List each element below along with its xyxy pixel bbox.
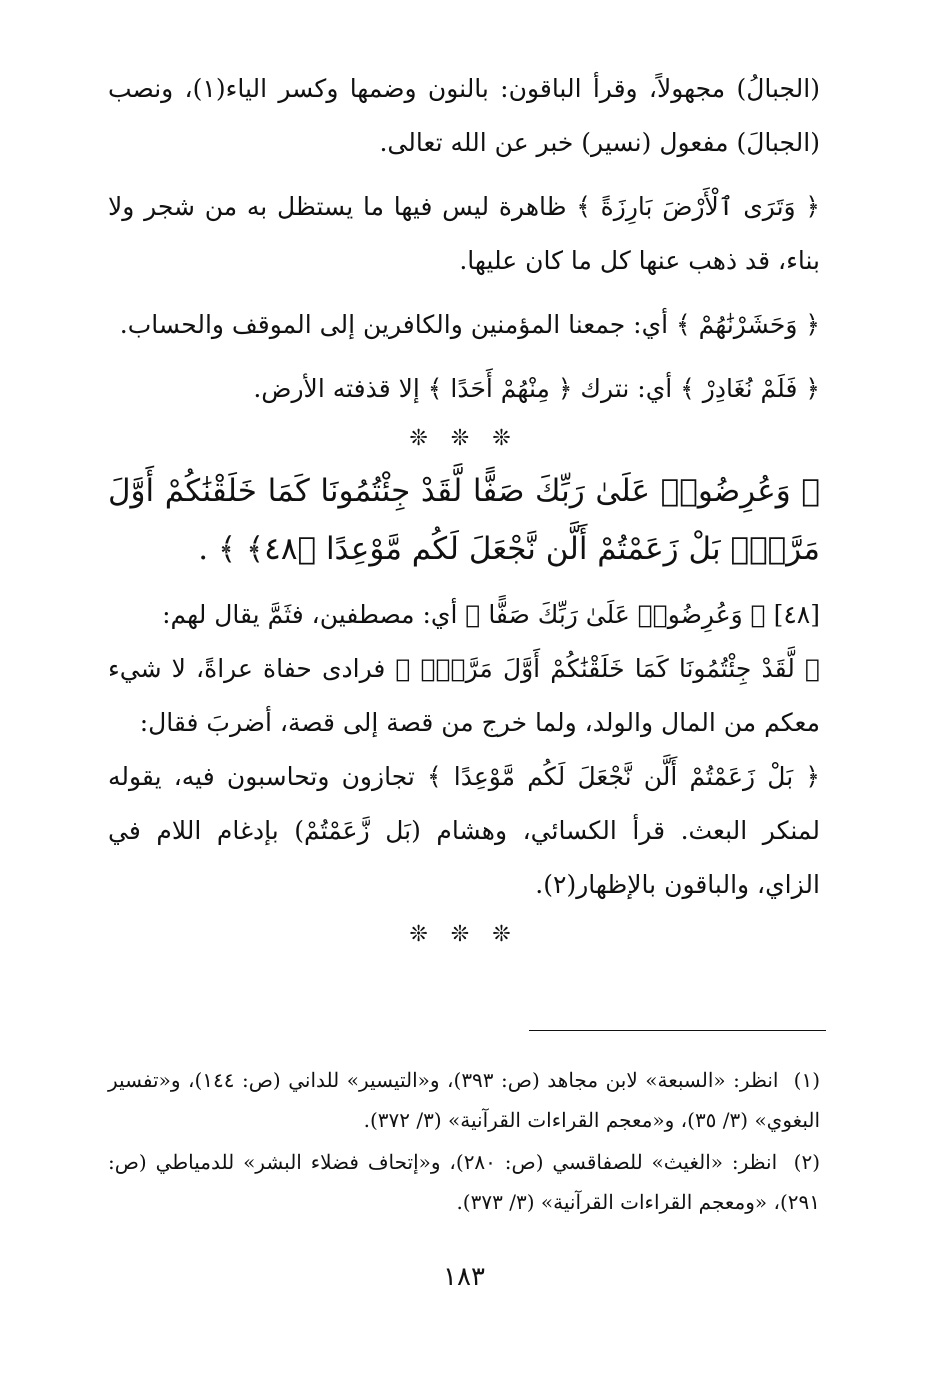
- main-text: [108, 62, 820, 958]
- footnote-2: [108, 1142, 820, 1222]
- footnote-1-number: (١): [793, 1068, 820, 1092]
- footnote-1-text: انظر: «السبعة» لابن مجاهد (ص: ٣٩٣)، و«التيسير» للداني (ص: ١٤٤)، و«تفسير البغوي» (٣/ ٣٥)، و«معجم القراءات القرآنية» (٣/ ٣٧٢).: [108, 1068, 820, 1132]
- commentary-1: [٤٨] ﴿ وَعُرِضُوا۟ عَلَىٰ رَبِّكَ صَفًّا ﴾ أي: مصطفين، فثَمَّ يقال لهم:: [162, 600, 820, 629]
- footnote-2-number: (٢): [793, 1150, 821, 1174]
- section-separator: ❊ ❊ ❊: [409, 426, 519, 451]
- commentary-2: ﴿ لَّقَدْ جِئْتُمُونَا كَمَا خَلَقْنَٰكُمْ أَوَّلَ مَرَّةٍۭ ﴾ فرادى حفاة عراةً، لا شيء معكم من المال والولد، ولما خرج من قصة إلى قصة، أضربَ فقال:: [108, 654, 820, 737]
- paragraph-2: ﴿ وَتَرَى ٱلْأَرْضَ بَارِزَةً ﴾ ظاهرة ليس فيها ما يستظل به من شجر ولا بناء، قد ذهب عنها كل ما كان عليها.: [108, 192, 820, 275]
- footnote-2-text: انظر: «الغيث» للصفاقسي (ص: ٢٨٠)، و«إتحاف فضلاء البشر» للدمياطي (ص: ٢٩١)، «ومعجم القراءات القرآنية» (٣/ ٣٧٣).: [108, 1150, 820, 1214]
- paragraph-3: ﴿ وَحَشَرْنَٰهُمْ ﴾ أي: جمعنا المؤمنين والكافرين إلى الموقف والحساب.: [119, 310, 820, 339]
- footnote-divider: [529, 1030, 826, 1031]
- paragraph-4: ﴿ فَلَمْ نُغَادِرْ ﴾ أي: نترك ﴿ مِنْهُمْ أَحَدًا ﴾ إلا قذفته الأرض.: [253, 374, 820, 403]
- footnotes: [108, 1060, 820, 1224]
- commentary-3: ﴿ بَلْ زَعَمْتُمْ أَلَّن نَّجْعَلَ لَكُم مَّوْعِدًا ﴾ تجازون وتحاسبون فيه، يقوله لمنكر البعث. قرأ الكسائي، وهشام (بَل زَّعَمْتُمْ) بإدغام اللام في الزاي، والباقون بالإظهار(٢).: [108, 762, 820, 899]
- footnote-1: [108, 1060, 820, 1140]
- section-separator-2: ❊ ❊ ❊: [409, 922, 519, 947]
- page-number: ١٨٣: [443, 1262, 485, 1292]
- paragraph-1: (الجبالُ) مجهولاً، وقرأ الباقون: بالنون وضمها وكسر الياء(١)، ونصب (الجبالَ) مفعول (نسير) خبر عن الله تعالى.: [108, 74, 820, 157]
- quran-verse: ﴿ وَعُرِضُوا۟ عَلَىٰ رَبِّكَ صَفًّا لَّقَدْ جِئْتُمُونَا كَمَا خَلَقْنَٰكُمْ أَوَّلَ مَرَّةٍۭ بَلْ زَعَمْتُمْ أَلَّن نَّجْعَلَ لَكُم مَّوْعِدًا ﴿٤٨﴾ ﴾ .: [108, 473, 820, 567]
